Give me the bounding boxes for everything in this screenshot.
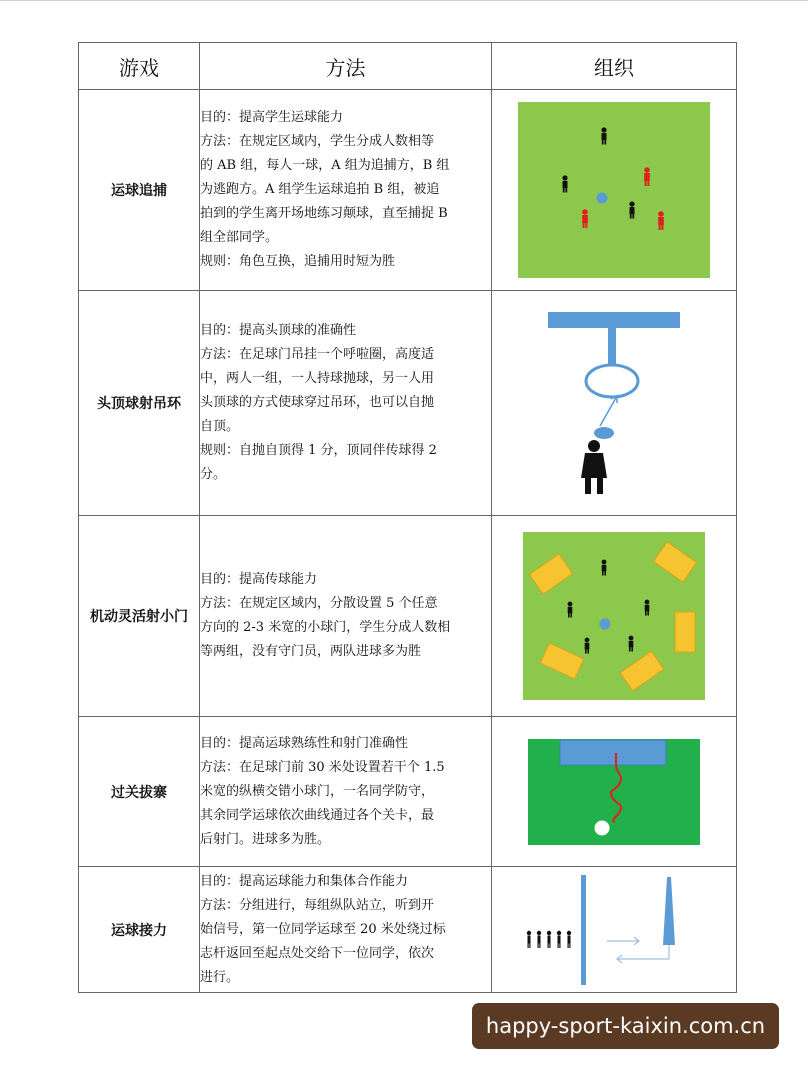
game-method (200, 867, 492, 993)
method-line: 中，两人一组，一人持球抛球，另一人用 (200, 371, 435, 386)
goal-hoop-header-icon (544, 308, 684, 498)
table-row (79, 867, 737, 993)
table-row (79, 291, 737, 516)
method-line: 头顶球的方式使球穿过吊环，也可以自抛 (200, 395, 435, 410)
table-row (79, 90, 737, 291)
method-line: 拍到的学生离开场地练习颠球，直至捕捉 B (200, 206, 448, 221)
top-rule (0, 0, 808, 1)
method-line: 进行。 (200, 969, 240, 985)
table-row (79, 516, 737, 717)
game-method (200, 516, 492, 717)
method-line: 规则：角色互换，追捕用时短为胜 (200, 254, 396, 269)
method-line: 自顶。 (200, 419, 240, 434)
method-line: 志杆返回至起点处交给下一位同学，依次 (200, 945, 435, 961)
method-line: 为逃跑方。A 组学生运球追拍 B 组，被追 (200, 182, 440, 197)
method-line: 组全部同学。 (200, 230, 279, 245)
method-line: 方法：在足球门前 30 米处设置若干个 1.5 (200, 759, 445, 775)
field-with-players-icon (518, 102, 710, 278)
games-table (78, 42, 737, 993)
game-method (200, 90, 492, 291)
method-line: 规则：自抛自顶得 1 分，顶同伴传球得 2 (200, 443, 437, 458)
game-diagram (492, 717, 737, 867)
method-line: 方法：在规定区域内，分散设置 5 个任意 (200, 596, 438, 611)
field-dribble-path-icon (528, 739, 700, 845)
game-name: 头顶球射吊环 (79, 291, 200, 516)
game-diagram (492, 90, 737, 291)
method-line: 其余同学运球依次曲线通过各个关卡，最 (200, 807, 435, 823)
game-name: 机动灵活射小门 (79, 516, 200, 717)
header-method: 方法 (200, 43, 492, 90)
method-line: 方向的 2-3 米宽的小球门，学生分成人数相 (200, 620, 451, 635)
game-name: 运球追捕 (79, 90, 200, 291)
method-line: 的 AB 组，每人一球，A 组为追捕方，B 组 (200, 158, 450, 173)
relay-line-cone-icon (509, 871, 719, 989)
method-line: 米宽的纵横交错小球门，一名同学防守， (200, 783, 435, 799)
method-line: 方法：在规定区域内，学生分成人数相等 (200, 134, 435, 149)
method-line: 分。 (200, 467, 227, 482)
method-line: 目的：提高学生运球能力 (200, 110, 344, 125)
method-line: 后射门。进球多为胜。 (200, 831, 331, 847)
method-line: 目的：提高头顶球的准确性 (200, 323, 357, 338)
field-small-goals-icon (523, 532, 705, 700)
table-header-row (79, 43, 737, 90)
method-line: 目的：提高运球熟练性和射门准确性 (200, 735, 409, 751)
game-diagram (492, 867, 737, 993)
method-line: 方法：在足球门吊挂一个呼啦圈，高度适 (200, 347, 435, 362)
header-organization: 组织 (492, 43, 737, 90)
method-line: 目的：提高传球能力 (200, 572, 318, 587)
watermark: happy-sport-kaixin.com.cn (472, 1003, 779, 1049)
game-method (200, 717, 492, 867)
game-method (200, 291, 492, 516)
game-diagram (492, 516, 737, 717)
table-row (79, 717, 737, 867)
method-line: 等两组，没有守门员，两队进球多为胜 (200, 644, 422, 659)
game-name: 运球接力 (79, 867, 200, 993)
game-diagram (492, 291, 737, 516)
method-line: 目的：提高运球能力和集体合作能力 (200, 873, 409, 889)
header-game: 游戏 (79, 43, 200, 90)
game-name: 过关拔寨 (79, 717, 200, 867)
method-line: 方法：分组进行，每组纵队站立，听到开 (200, 897, 435, 913)
method-line: 始信号，第一位同学运球至 20 米处绕过标 (200, 921, 446, 937)
